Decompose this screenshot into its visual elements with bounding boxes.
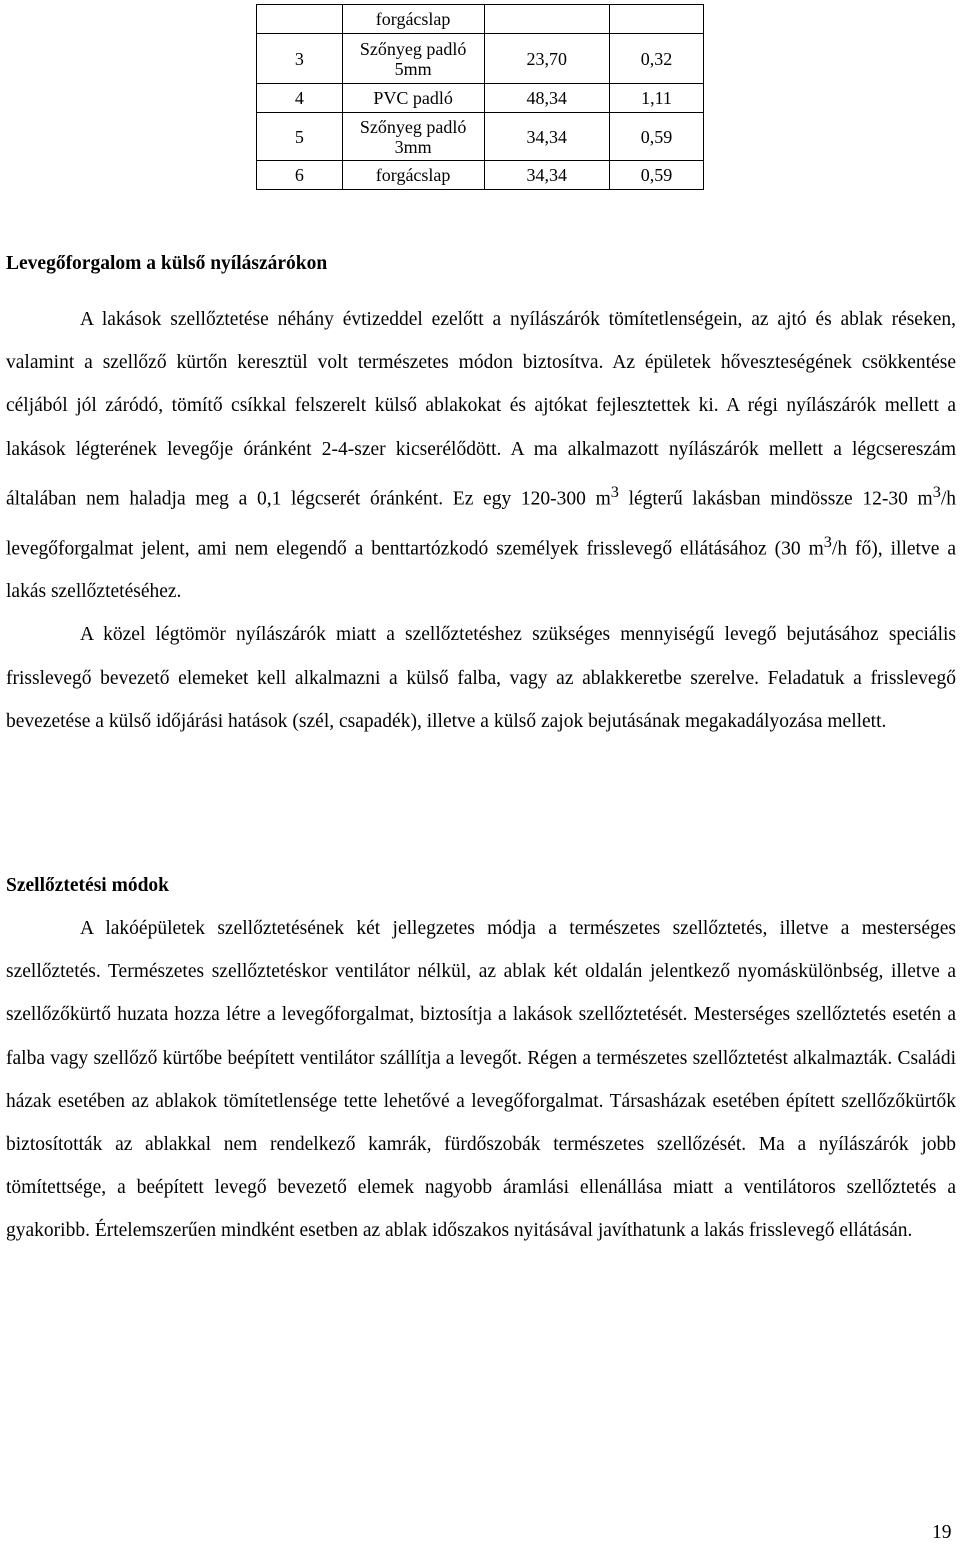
section-body-airflow	[6, 298, 956, 743]
data-table	[256, 4, 704, 190]
table-cell-desc: Szőnyeg padló 5mm	[342, 34, 484, 84]
table-cell-value2	[610, 5, 704, 34]
table-cell-value1	[484, 5, 610, 34]
table-cell-value1: 48,34	[484, 84, 610, 113]
table-cell-desc: forgácslap	[342, 5, 484, 34]
table-cell-num: 4	[257, 84, 343, 113]
section-heading-airflow: Levegőforgalom a külső nyílászárókon	[6, 253, 328, 274]
superscript: 3	[610, 482, 619, 501]
table-cell-num: 6	[257, 161, 343, 190]
table-row	[257, 34, 704, 84]
paragraph-text: /h fő), illetve a lakás szellőztetéséhez.	[6, 538, 956, 603]
table-cell-desc: Szőnyeg padló 3mm	[342, 113, 484, 161]
table-cell-value1: 34,34	[484, 113, 610, 161]
table-cell-value2: 0,59	[610, 161, 704, 190]
paragraph: A lakóépületek szellőztetésének két jellegzetes módja a természetes szellőztetés, illetve a mesterséges szellőztetés. Természetes szellőztetéskor ventilátor nélkül, az ablak két oldalán jelentkező nyomáskülönbség, illetve a szellőzőkürtő huzata hozza létre a levegőforgalmat, biztosítja a lakások szellőztetését. Mesterséges szellőztetés esetén a falba vagy szellőző kürtőbe beépített ventilátor szállítja a levegőt. Régen a természetes szellőztetést alkalmazták. Családi házak esetében az ablakok tömítetlensége tette lehetővé a levegőforgalmat. Társasházak esetében épített szellőzőkürtők biztosították az ablakkal nem rendelkező kamrák, fürdőszobák természetes szellőzését. Ma a nyílászárók jobb tömítettsége, a beépített levegő bevezető elemek nagyobb áramlási ellenállása miatt a ventilátoros szellőztetés a gyakoribb. Értelemszerűen mindként esetben az ablak időszakos nyitásával javíthatunk a lakás frisslevegő ellátásán.	[6, 918, 956, 1242]
table-row	[257, 84, 704, 113]
paragraph: A közel légtömör nyílászárók miatt a szellőztetéshez szükséges mennyiségű levegő bejutásához speciális frisslevegő bevezető elemeket kell alkalmazni a külső falba, vagy az ablakkeretbe szerelve. Feladatuk a frisslevegő bevezetése a külső időjárási hatások (szél, csapadék), illetve a külső zajok bejutásának megakadályozása mellett.	[6, 624, 956, 732]
table-cell-value2: 0,59	[610, 113, 704, 161]
paragraph-text: /h levegőforgalmat jelent, ami nem elegendő a benttartózkodó személyek frisslevegő ellátásához (30 m	[6, 488, 956, 560]
page-number: 19	[932, 1522, 952, 1543]
table-cell-num: 5	[257, 113, 343, 161]
table-cell-value2: 0,32	[610, 34, 704, 84]
table-cell-num: 3	[257, 34, 343, 84]
table-cell-value2: 1,11	[610, 84, 704, 113]
superscript: 3	[932, 482, 941, 501]
section-heading-ventilation: Szellőztetési módok	[6, 875, 170, 896]
table-row	[257, 161, 704, 190]
paragraph-text: légterű lakásban mindössze 12-30 m	[618, 488, 933, 510]
table-cell-value1: 23,70	[484, 34, 610, 84]
table-cell-value1: 34,34	[484, 161, 610, 190]
paragraph-text: A lakások szellőztetése néhány évtizeddel ezelőtt a nyílászárók tömítetlenségein, az ajtó és ablak réseken, valamint a szellőző kürtőn keresztül volt természetes módon biztosítva. Az épületek hőveszteségének csökkentése céljából jól záródó, tömítő csíkkal felszerelt külső ablakokat és ajtókat fejlesztettek ki. A régi nyílászárók mellett a lakások légterének levegője óránként 2-4-szer kicserélődött. A ma alkalmazott nyílászárók mellett a légcsereszám általában nem haladja meg a 0,1 légcserét óránként. Ez egy 120-300 m	[6, 309, 956, 510]
table-cell-desc: PVC padló	[342, 84, 484, 113]
paragraph	[6, 298, 956, 613]
section-body-ventilation	[6, 907, 956, 1253]
table-row	[257, 5, 704, 34]
table-cell-desc: forgácslap	[342, 161, 484, 190]
table-cell-num	[257, 5, 343, 34]
table-row	[257, 113, 704, 161]
superscript: 3	[823, 532, 832, 551]
